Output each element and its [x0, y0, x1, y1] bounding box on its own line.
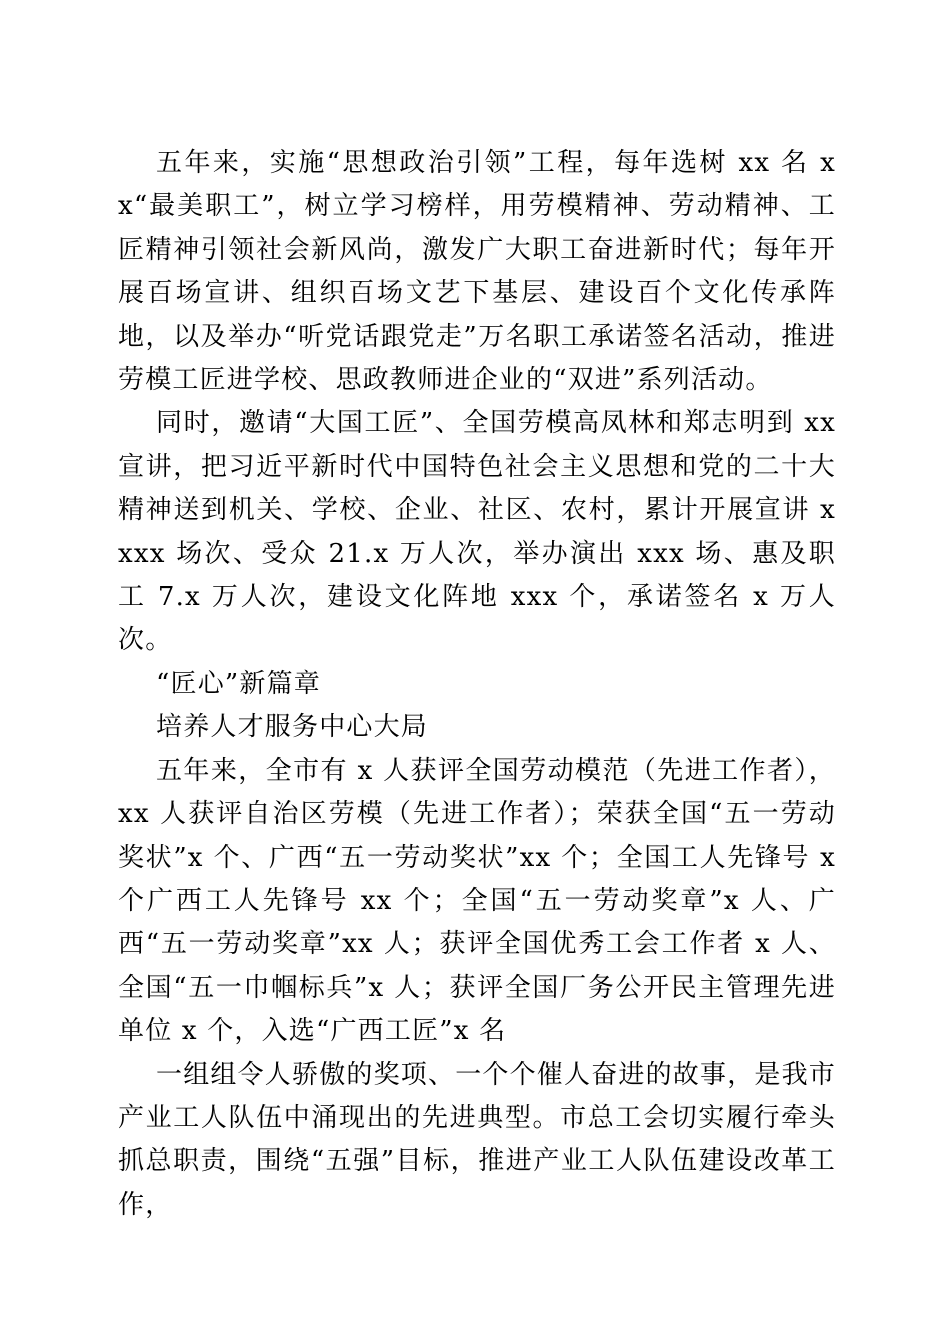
section-heading: “匠心”新篇章 [156, 668, 321, 699]
paragraph-awards: 五年来，全市有 x 人获评全国劳动模范（先进工作者），xx 人获评自治区劳模（先进工作者）；荣获全国“五一劳动奖状”x 个、广西“五一劳动奖状”xx 个；全国工人先锋号 x 个广西工人先锋号 xx 个；全国“五一劳动奖章”x 人、广西“五一劳动奖章”xx 人；获评全国优秀工会工作者 x 人、全国“五一巾帼标兵”x 人；获评全国厂务公开民主管理先进单位 x 个，入选“广西工匠”x 名 [118, 755, 836, 1047]
body-text [118, 142, 836, 1227]
section-subheading: 培养人才服务中心大局 [156, 712, 429, 743]
paragraph-workforce-reform: 一组组令人骄傲的奖项、一个个催人奋进的故事，是我市产业工人队伍中涌现出的先进典型。市总工会切实履行牵头抓总职责，围绕“五强”目标，推进产业工人队伍建设改革工作， [118, 1059, 837, 1220]
paragraph-ideology-guidance: 五年来，实施“思想政治引领”工程，每年选树 xx 名 xx“最美职工”，树立学习榜样，用劳模精神、劳动精神、工匠精神引领社会新风尚，激发广大职工奋进新时代；每年开展百场宣讲、组织百场文艺下基层、建设百个文化传承阵地，以及举办“听党话跟党走”万名职工承诺签名活动，推进劳模工匠进学校、思政教师进企业的“双进”系列活动。 [118, 148, 836, 396]
paragraph-lecture-tour: 同时，邀请“大国工匠”、全国劳模高凤林和郑志明到 xx 宣讲，把习近平新时代中国特色社会主义思想和党的二十大精神送到机关、学校、企业、社区、农村，累计开展宣讲 xxxx 场次、受众 21.x 万人次，举办演出 xxx 场、惠及职工 7.x 万人次，建设文化阵地 xxx 个，承诺签名 x 万人次。 [118, 408, 836, 656]
